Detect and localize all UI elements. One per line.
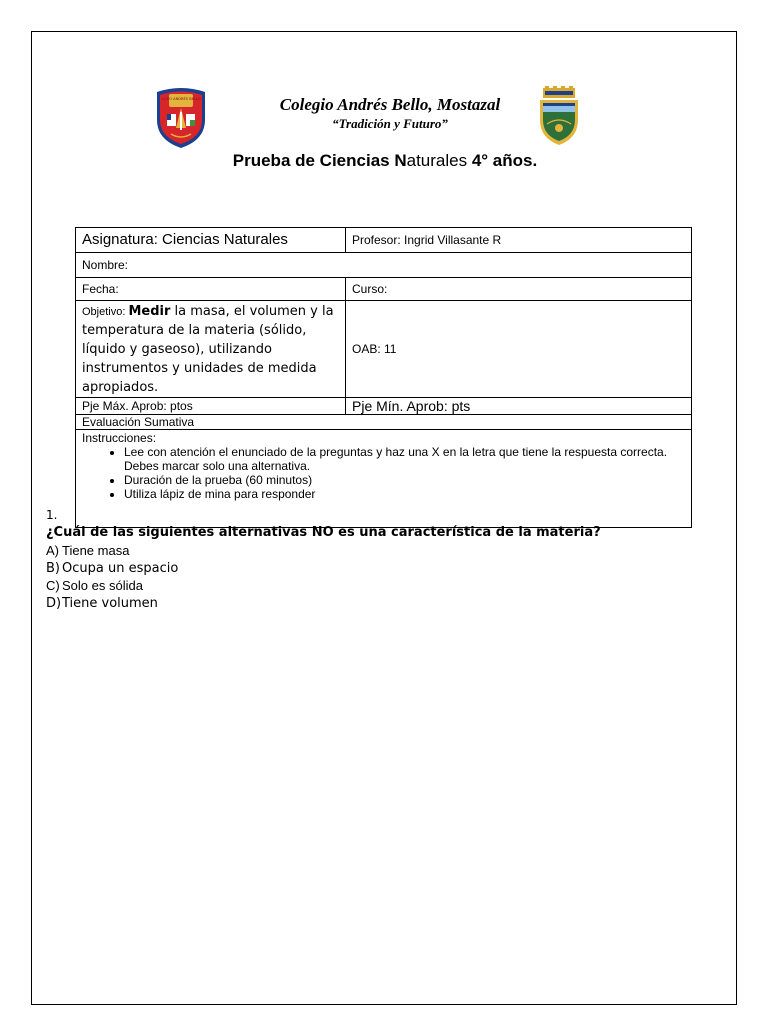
option-b[interactable]	[46, 560, 178, 578]
instructions-cell	[76, 430, 692, 528]
option-letter: B)	[46, 560, 60, 576]
option-d[interactable]	[46, 595, 178, 613]
exam-title-part: aturales	[406, 151, 472, 170]
option-text: Tiene masa	[62, 543, 130, 558]
max-score-cell: Pje Máx. Aprob: ptos	[76, 398, 346, 415]
objective-text: la masa, el volumen y la temperatura de la materia (sólido, líquido y gaseoso), utilizando instrumentos y unidades de medida apropiados.	[82, 304, 334, 395]
option-a[interactable]	[46, 542, 178, 560]
instruction-item: • Lee con atención el enunciado de la preguntas y haz una X en la letra que tiene la respuesta correcta. Debes marcar solo una alternativa.	[124, 445, 685, 473]
option-text: Ocupa un espacio	[62, 560, 179, 576]
school-motto: “Tradición y Futuro”	[332, 116, 448, 131]
exam-title-part: 4° años.	[471, 151, 538, 170]
option-letter: A)	[46, 543, 59, 558]
option-c[interactable]	[46, 577, 178, 595]
objective-verb: Medir	[128, 304, 171, 319]
crest-caption: LICEO ANDRÉS BELLO	[161, 97, 201, 101]
instructions-list	[82, 445, 685, 501]
instruction-item: • Duración de la prueba (60 minutos)	[124, 473, 685, 487]
exam-title-part: Prueba de Ciencias	[232, 151, 395, 170]
instruction-item: • Utiliza lápiz de mina para responder	[124, 487, 685, 501]
subject-cell: Asignatura: Ciencias Naturales	[76, 228, 346, 253]
info-table	[75, 227, 692, 528]
exam-title-part: N	[394, 151, 407, 170]
option-letter: D)	[46, 595, 62, 611]
instructions-label: Instrucciones:	[82, 431, 157, 445]
teacher-cell: Profesor: Ingrid Villasante R	[346, 228, 692, 253]
oab-cell: OAB: 11	[346, 301, 692, 398]
option-letter: C)	[46, 578, 60, 593]
question-number: 1.	[46, 508, 58, 522]
answer-options	[46, 542, 178, 612]
name-field[interactable]: Nombre:	[76, 253, 692, 278]
objective-label: Objetivo:	[82, 306, 129, 318]
question-text: ¿Cuál de las siguientes alternativas NO es una característica de la materia?	[46, 525, 601, 540]
school-name: Colegio Andrés Bello, Mostazal	[279, 95, 501, 114]
course-field[interactable]: Curso:	[346, 278, 692, 301]
school-crest-icon	[153, 86, 209, 150]
option-text: Tiene volumen	[62, 595, 158, 611]
evaluation-type: Evaluación Sumativa	[76, 415, 692, 430]
date-field[interactable]: Fecha:	[76, 278, 346, 301]
objective-cell	[76, 301, 346, 398]
option-text: Solo es sólida	[62, 578, 143, 593]
min-score-cell: Pje Mín. Aprob: pts	[346, 398, 692, 415]
exam-title	[120, 151, 650, 171]
